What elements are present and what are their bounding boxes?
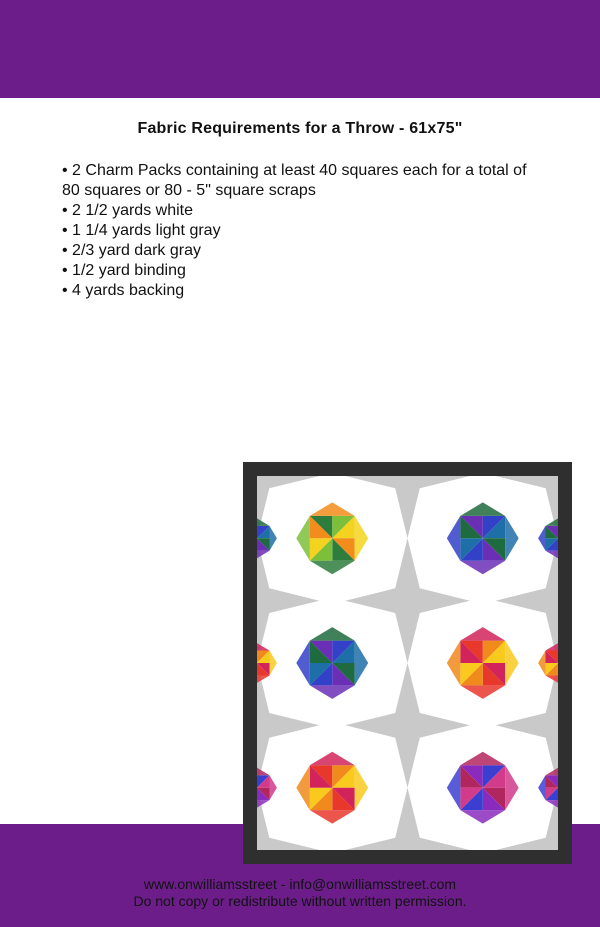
- quilt-border-bottom: [243, 850, 572, 864]
- requirement-item: • 2/3 yard dark gray: [62, 242, 201, 259]
- fabric-requirements-list: [62, 161, 542, 301]
- quilt-illustration: [243, 462, 572, 864]
- requirement-item: • 2 Charm Packs containing at least 40 squares each for a total of 80 squares or 80 - 5" square scraps: [62, 162, 527, 199]
- quilt-border-top: [243, 462, 572, 476]
- header-band: [0, 0, 600, 98]
- footer-notice: Do not copy or redistribute without written permission.: [133, 893, 467, 909]
- requirement-item: • 2 1/2 yards white: [62, 202, 193, 219]
- quilt-border-left: [243, 462, 257, 864]
- quilt-border-right: [558, 462, 572, 864]
- requirement-item: • 4 yards backing: [62, 282, 185, 299]
- page-title: Fabric Requirements for a Throw - 61x75": [137, 120, 463, 137]
- requirement-item: • 1/2 yard binding: [62, 262, 186, 279]
- footer-contact: www.onwilliamsstreet - info@onwilliamsstreet.com: [143, 876, 457, 892]
- quilt-image: [243, 462, 572, 864]
- footer: [0, 876, 600, 910]
- requirement-item: • 1 1/4 yards light gray: [62, 222, 221, 239]
